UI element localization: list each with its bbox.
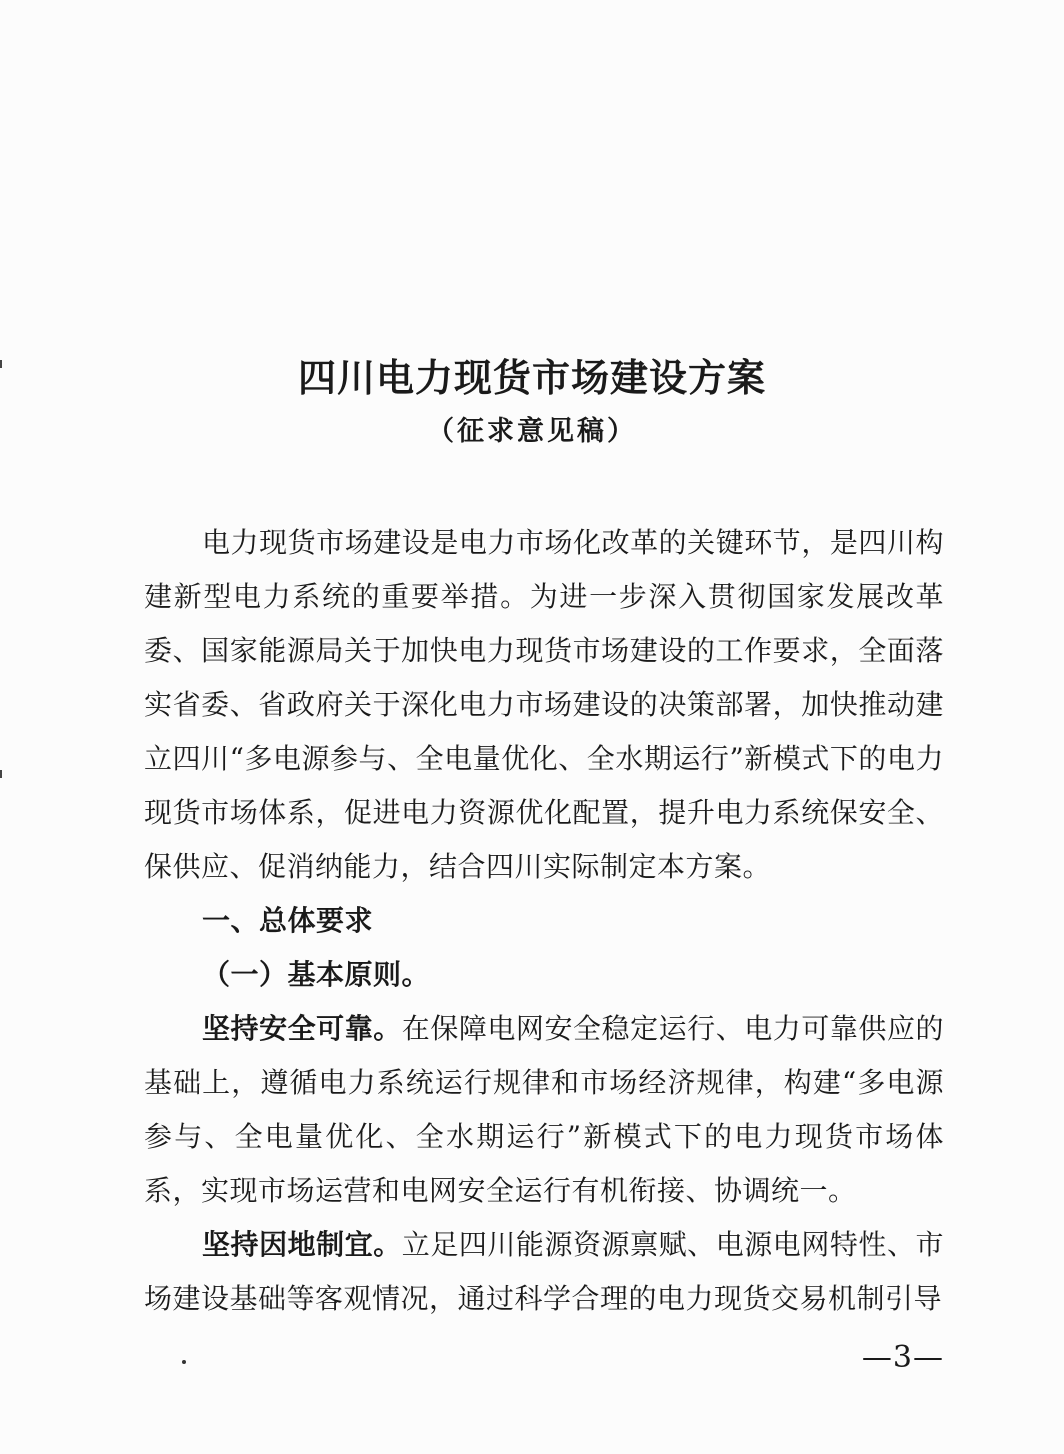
principle-text: 在保障电网安全稳定运行、电力可靠供应的基础上，遵循电力系统运行规律和市场经济规律，构建“多电源参与、全电量优化、全水期运行”新模式下的电力现货市场体系，实现市场运营和电网安全运行有机衔接、协调统一。 [144, 1012, 944, 1207]
principle-text: 立足四川能源资源禀赋、电源电网特性、市场建设基础等客观情况，通过科学合理的电力现货交易机制引导 [144, 1228, 944, 1315]
footer-dot [182, 1360, 186, 1364]
scan-edge-mark [0, 770, 2, 778]
document-title: 四川电力现货市场建设方案 [297, 355, 766, 400]
principle-paragraph [144, 1002, 944, 1218]
principle-lead: 坚持因地制宜。 [202, 1228, 402, 1261]
document-subtitle: （征求意见稿） [427, 416, 637, 447]
principle-lead: 坚持安全可靠。 [202, 1012, 402, 1045]
principle-paragraph [144, 1218, 944, 1326]
document-body [144, 516, 944, 1326]
intro-paragraph: 电力现货市场建设是电力市场化改革的关键环节，是四川构建新型电力系统的重要举措。为进一步深入贯彻国家发展改革委、国家能源局关于加快电力现货市场建设的工作要求，全面落实省委、省政府关于深化电力市场建设的决策部署，加快推动建立四川“多电源参与、全电量优化、全水期运行”新模式下的电力现货市场体系，促进电力资源优化配置，提升电力系统保安全、保供应、促消纳能力，结合四川实际制定本方案。 [144, 526, 944, 883]
page-number: —3— [861, 1340, 944, 1375]
subsection-heading: （一）基本原则。 [202, 958, 431, 991]
section-heading: 一、总体要求 [202, 904, 374, 937]
